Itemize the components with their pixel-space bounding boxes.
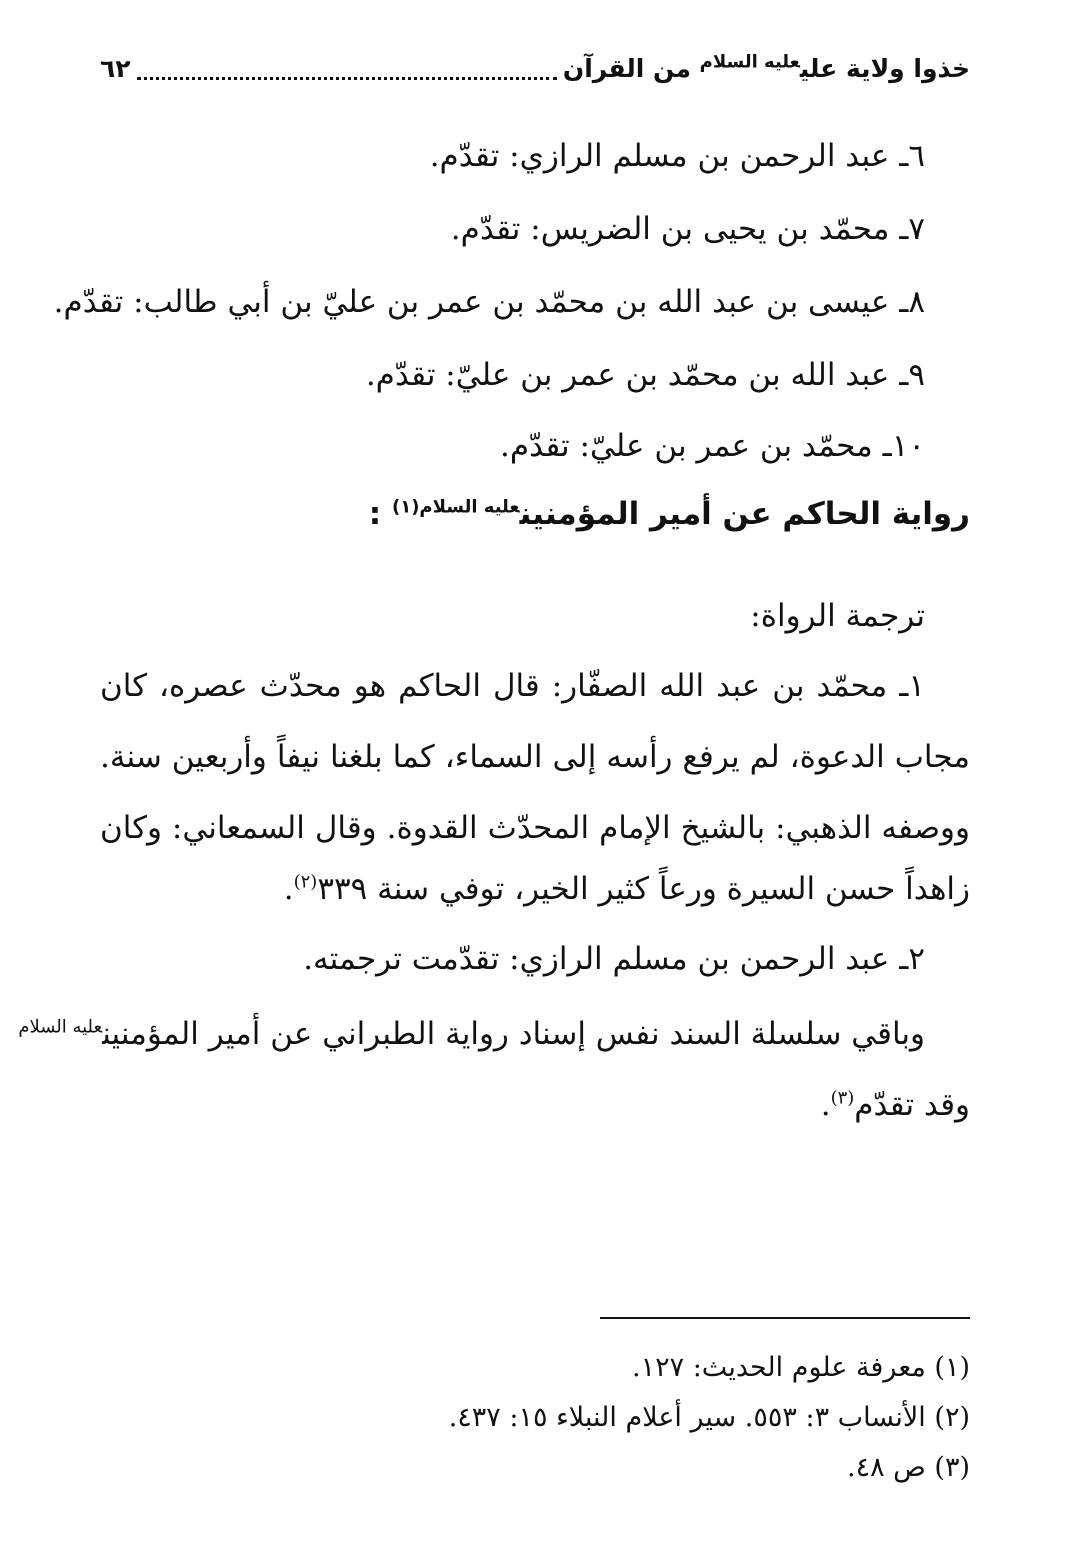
biography-line-7-text: وقد تقدّم [854, 1087, 970, 1123]
biography-line-5: ٢ـ عبد الرحمن بن مسلم الرازي: تقدّمت ترجمته. [303, 941, 925, 977]
biography-line-3: ووصفه الذهبي: بالشيخ الإمام المحدّث القدوة. وقال السمعاني: وكان [100, 810, 970, 846]
section-title [369, 486, 970, 542]
chain-line-6: ٦ـ عبد الرحمن بن مسلم الرازي: تقدّم. [429, 138, 925, 174]
chain-line-10: ١٠ـ محمّد بن عمر بن عليّ: تقدّم. [500, 428, 925, 464]
biography-line-2: مجاب الدعوة، لم يرفع رأسه إلى السماء، كما بلغنا نيفاً وأربعين سنة. [100, 739, 970, 775]
header-title [563, 48, 970, 90]
header-title-rest: من القرآن [562, 54, 700, 83]
biography-line-6 [18, 1008, 925, 1060]
biography-line-6-honorific: عليه السلام [18, 1016, 103, 1038]
biography-line-7 [821, 1079, 970, 1131]
biography-line-1: ١ـ محمّد بن عبد الله الصفّار: قال الحاكم هو محدّث عصره، كان [100, 668, 925, 704]
biography-line-6-text: وباقي سلسلة السند نفس إسناد رواية الطبراني عن أمير المؤمنين [102, 1016, 925, 1052]
chain-line-7: ٧ـ محمّد بن يحيى بن الضريس: تقدّم. [450, 211, 925, 247]
footnote-divider [600, 1317, 970, 1319]
section-title-text: رواية الحاكم عن أمير المؤمنين [519, 496, 970, 532]
section-title-tail: : [368, 496, 392, 532]
footnote-3: (٣) ص ٤٨. [846, 1452, 970, 1483]
running-header [100, 48, 970, 90]
biography-footnote-ref-3: (٣) [830, 1087, 855, 1109]
header-dotted-leader [137, 75, 557, 80]
chain-line-8: ٨ـ عيسى بن عبد الله بن محمّد بن عمر بن عليّ بن أبي طالب: تقدّم. [53, 284, 925, 320]
header-honorific: عليه السلام [699, 51, 800, 73]
biography-line-7-end: . [820, 1087, 831, 1123]
section-title-honorific: عليه السلام [419, 496, 520, 518]
section-footnote-ref: (١) [391, 496, 420, 518]
header-title-main: خذوا ولاية علي [799, 54, 970, 83]
biography-heading: ترجمة الرواة: [750, 598, 925, 634]
page-number: ٦٢ [100, 54, 131, 83]
biography-line-4-end: . [283, 871, 294, 907]
chain-line-9: ٩ـ عبد الله بن محمّد بن عمر بن عليّ: تقدّم. [365, 357, 925, 393]
biography-line-4-text: زاهداً حسن السيرة ورعاً كثير الخير، توفي سنة ٣٣٩ [317, 871, 970, 907]
biography-line-4 [284, 863, 970, 915]
footnote-2: (٢) الأنساب ٣: ٥٥٣. سير أعلام النبلاء ١٥: ٤٣٧. [448, 1402, 970, 1433]
biography-footnote-ref-2: (٢) [293, 871, 318, 893]
footnote-1: (١) معرفة علوم الحديث: ١٢٧. [632, 1352, 970, 1383]
